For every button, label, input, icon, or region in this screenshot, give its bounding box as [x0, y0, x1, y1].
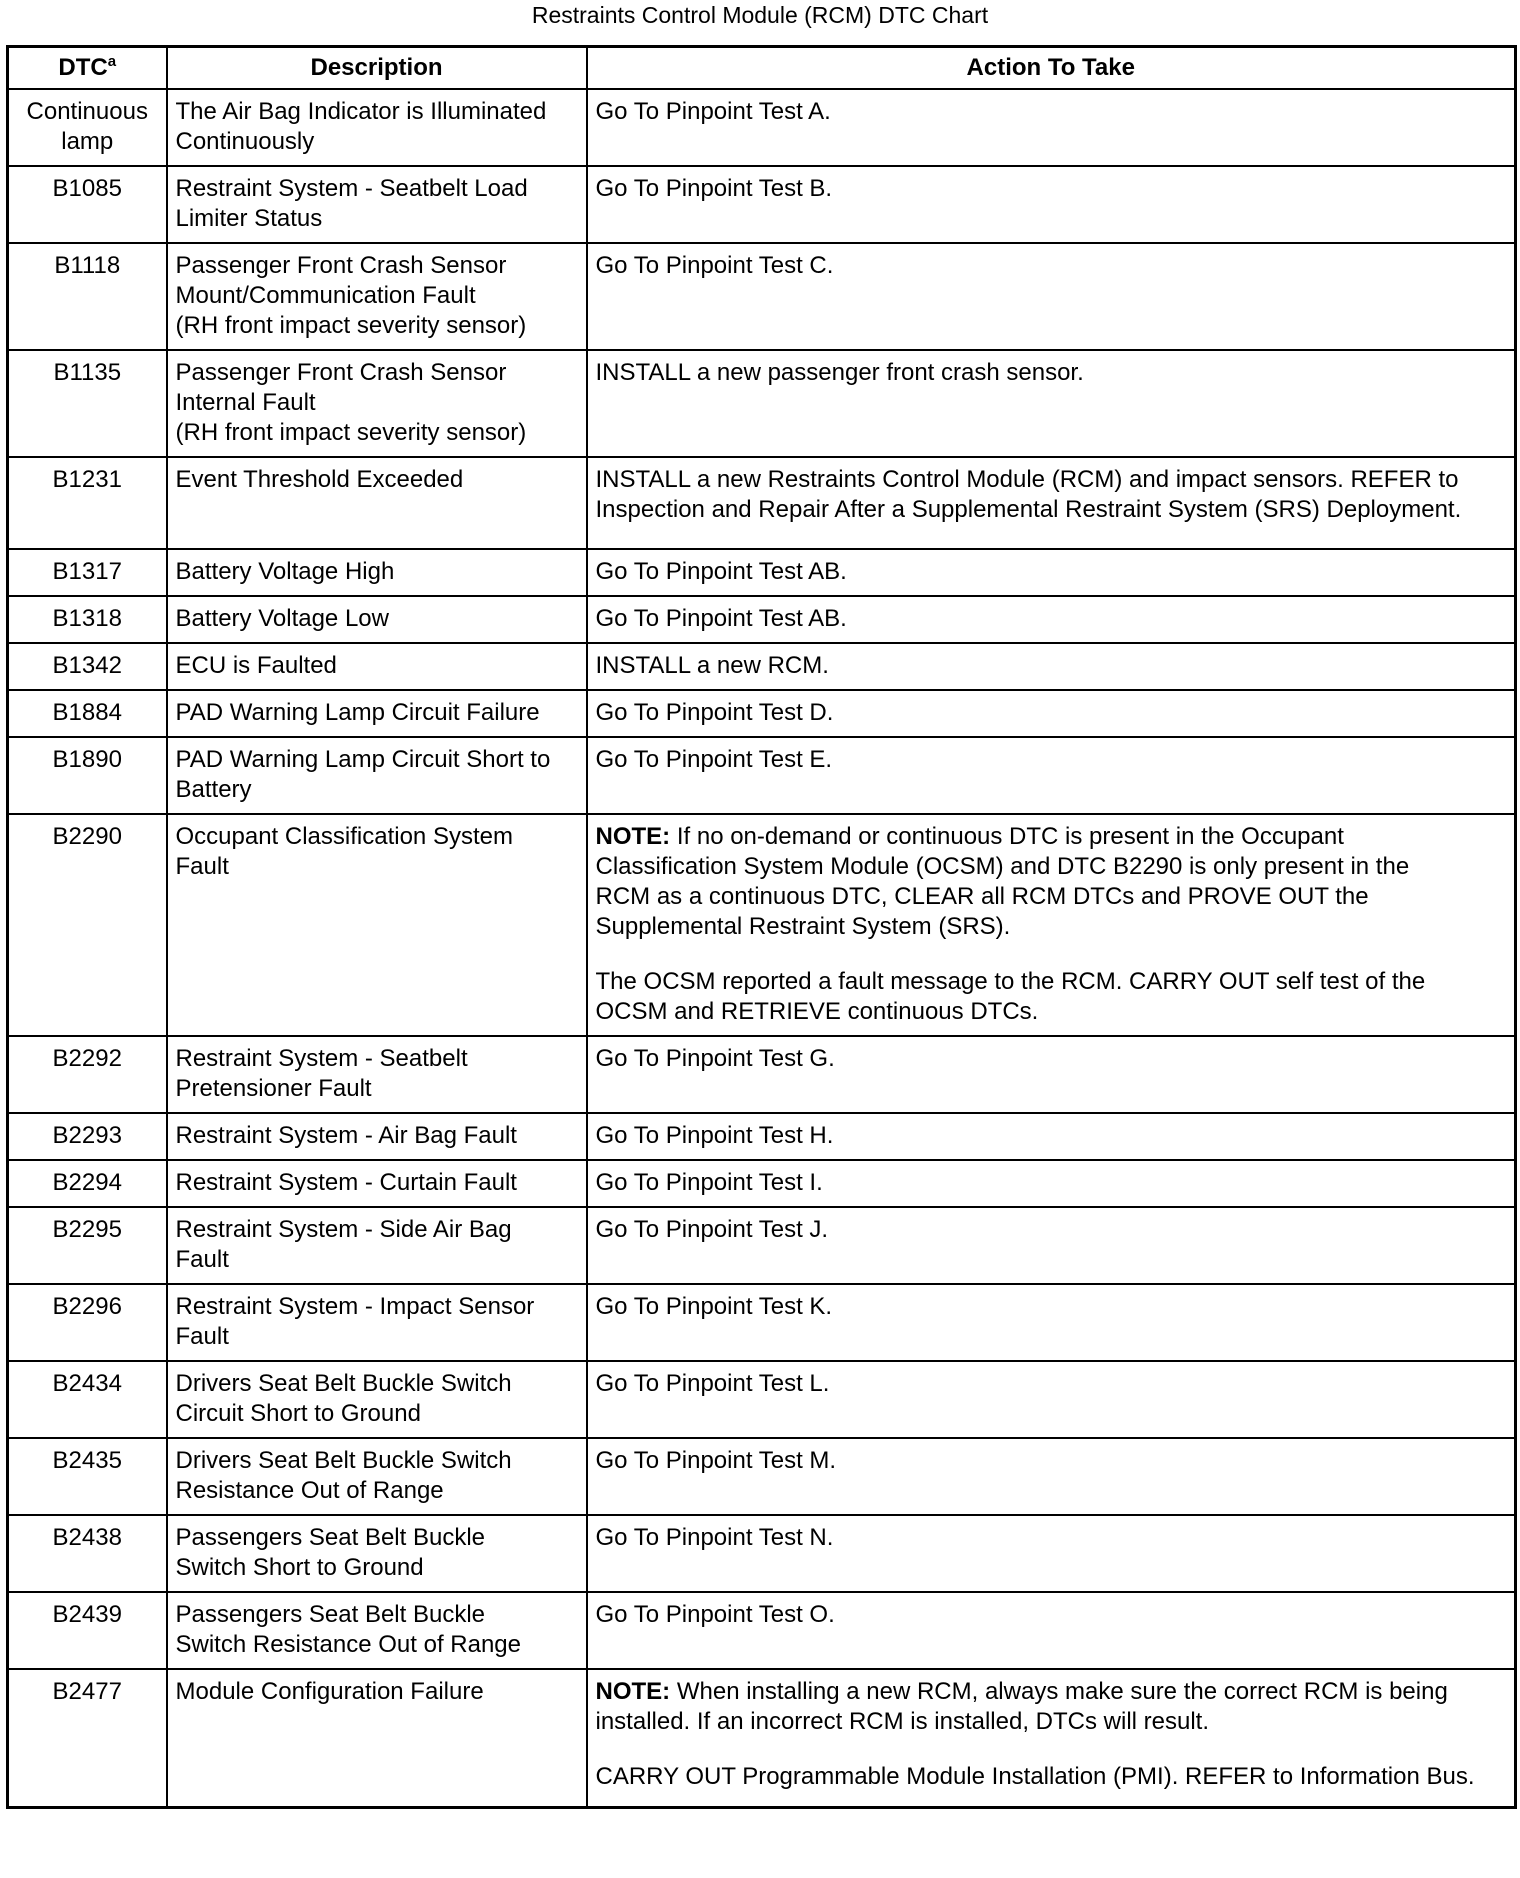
action-line: Inspection and Repair After a Supplemental Restraint System (SRS) Deployment.: [595, 496, 1462, 523]
table-row: [8, 1438, 1516, 1515]
note-text: Classification System Module (OCSM) and DTC B2290 is only present in the: [595, 853, 1410, 880]
description-cell: [167, 814, 587, 1036]
note-text: installed. If an incorrect RCM is installed, DTCs will result.: [595, 1708, 1210, 1735]
dtc-code-cell: [8, 166, 167, 243]
description-cell: [167, 1113, 587, 1160]
dtc-code-cell: [8, 1669, 167, 1808]
action-paragraph: [596, 1762, 1507, 1792]
table-row: [8, 690, 1516, 737]
action-cell: [587, 1515, 1516, 1592]
description-cell-line: Restraint System - Seatbelt Load: [175, 175, 528, 202]
dtc-code-cell-line: B1884: [52, 699, 122, 726]
note-text: RCM as a continuous DTC, CLEAR all RCM DTCs and PROVE OUT the: [595, 883, 1369, 910]
action-cell: [587, 549, 1516, 596]
action-cell: [587, 643, 1516, 690]
dtc-code-cell: [8, 737, 167, 814]
description-cell-line: Continuously: [175, 128, 315, 155]
description-cell-line: Mount/Communication Fault: [175, 282, 476, 309]
description-cell-line: Passenger Front Crash Sensor: [175, 252, 507, 279]
action-column-header: Action To Take: [587, 47, 1516, 90]
dtc-code-cell-line: B2295: [52, 1216, 122, 1243]
dtc-chart-table: [6, 45, 1517, 1809]
description-cell-line: ECU is Faulted: [175, 652, 337, 679]
dtc-code-cell: [8, 89, 167, 166]
dtc-code-cell-line: B1085: [52, 175, 122, 202]
description-cell-line: Limiter Status: [175, 205, 323, 232]
description-cell-line: PAD Warning Lamp Circuit Failure: [175, 699, 540, 726]
description-column-header: Description: [167, 47, 587, 90]
action-line: Go To Pinpoint Test H.: [595, 1122, 834, 1149]
description-cell: [167, 457, 587, 549]
dtc-code-cell: [8, 1160, 167, 1207]
action-cell: [587, 1669, 1516, 1808]
description-cell: [167, 596, 587, 643]
description-cell-line: Restraint System - Curtain Fault: [175, 1169, 517, 1196]
dtc-code-cell: [8, 814, 167, 1036]
action-line: Go To Pinpoint Test K.: [595, 1293, 833, 1320]
dtc-code-cell: [8, 350, 167, 457]
action-line: Go To Pinpoint Test J.: [595, 1216, 829, 1243]
action-cell: [587, 690, 1516, 737]
note-line: [596, 1707, 1507, 1737]
dtc-code-cell-line: B1317: [52, 558, 122, 585]
dtc-code-cell-line: B2477: [52, 1678, 122, 1705]
dtc-column-header: DTC$^a$: [8, 47, 167, 90]
action-line: Go To Pinpoint Test AB.: [595, 558, 847, 585]
action-cell: [587, 1036, 1516, 1113]
description-cell: [167, 243, 587, 350]
table-row: [8, 596, 1516, 643]
dtc-code-cell-line: B1318: [52, 605, 122, 632]
action-line: Go To Pinpoint Test O.: [595, 1601, 835, 1628]
dtc-code-cell-line: B2435: [52, 1447, 122, 1474]
footnote-marker: a: [107, 53, 117, 70]
dtc-code-cell: [8, 1515, 167, 1592]
table-row: [8, 243, 1516, 350]
dtc-code-cell-line: B2290: [52, 823, 122, 850]
table-row: [8, 1160, 1516, 1207]
dtc-code-cell: [8, 549, 167, 596]
note-line: [596, 1677, 1507, 1707]
description-cell-line: PAD Warning Lamp Circuit Short to: [175, 746, 551, 773]
table-row: [8, 1361, 1516, 1438]
description-cell: [167, 1284, 587, 1361]
description-cell: [167, 549, 587, 596]
description-cell-line: Switch Short to Ground: [175, 1554, 424, 1581]
header-row: [8, 47, 1516, 90]
table-row: [8, 1515, 1516, 1592]
dtc-code-cell-line: B2439: [52, 1601, 122, 1628]
description-cell: [167, 1160, 587, 1207]
dtc-code-cell-line: B2296: [52, 1293, 122, 1320]
table-row: [8, 1113, 1516, 1160]
action-line: Go To Pinpoint Test AB.: [595, 605, 847, 632]
description-cell: [167, 166, 587, 243]
note-line: [596, 912, 1507, 942]
description-cell: [167, 1361, 587, 1438]
action-line: Go To Pinpoint Test E.: [595, 746, 833, 773]
action-line: CARRY OUT Programmable Module Installation (PMI). REFER to Information Bus.: [595, 1763, 1475, 1790]
action-line: Go To Pinpoint Test I.: [595, 1169, 823, 1196]
page-title: Restraints Control Module (RCM) DTC Chart: [531, 2, 989, 28]
action-line: The OCSM reported a fault message to the RCM. CARRY OUT self test of the: [595, 968, 1426, 995]
action-cell: [587, 1113, 1516, 1160]
description-cell-line: Passengers Seat Belt Buckle: [175, 1524, 486, 1551]
description-cell-line: Battery Voltage High: [175, 558, 395, 585]
description-cell-line: (RH front impact severity sensor): [175, 312, 527, 339]
dtc-code-cell: [8, 1438, 167, 1515]
note-label: NOTE:: [595, 1678, 671, 1705]
description-cell-line: Drivers Seat Belt Buckle Switch: [175, 1370, 512, 1397]
dtc-code-cell-line: B1135: [53, 359, 122, 386]
dtc-code-cell: [8, 243, 167, 350]
description-cell-line: Passengers Seat Belt Buckle: [175, 1601, 486, 1628]
dtc-code-cell-line: B2434: [52, 1370, 122, 1397]
action-cell: [587, 89, 1516, 166]
dtc-code-cell-line: B2438: [52, 1524, 122, 1551]
action-cell: [587, 1438, 1516, 1515]
action-cell: [587, 814, 1516, 1036]
description-cell-line: Fault: [175, 1323, 229, 1350]
table-row: [8, 457, 1516, 549]
description-cell: [167, 1515, 587, 1592]
description-cell: [167, 1207, 587, 1284]
description-cell-line: Drivers Seat Belt Buckle Switch: [175, 1447, 512, 1474]
dtc-code-cell-line: B2292: [52, 1045, 122, 1072]
note-label: NOTE:: [595, 823, 671, 850]
action-cell: [587, 350, 1516, 457]
note-line: [596, 822, 1507, 852]
table-row: [8, 89, 1516, 166]
dtc-code-cell: [8, 690, 167, 737]
description-cell: [167, 1036, 587, 1113]
description-cell-line: Internal Fault: [175, 389, 316, 416]
dtc-code-cell-line: lamp: [61, 128, 114, 155]
table-row: [8, 350, 1516, 457]
description-cell-line: Restraint System - Air Bag Fault: [175, 1122, 517, 1149]
dtc-code-cell-line: B1342: [52, 652, 122, 679]
action-line: OCSM and RETRIEVE continuous DTCs.: [595, 998, 1039, 1025]
table-row: [8, 1207, 1516, 1284]
description-cell: [167, 89, 587, 166]
description-cell-line: Fault: [175, 1246, 229, 1273]
action-cell: [587, 1284, 1516, 1361]
action-line: Go To Pinpoint Test N.: [595, 1524, 834, 1551]
description-cell-line: Resistance Out of Range: [175, 1477, 444, 1504]
description-cell-line: Restraint System - Seatbelt: [175, 1045, 468, 1072]
description-cell: [167, 350, 587, 457]
note-line: [596, 882, 1507, 912]
action-line: INSTALL a new Restraints Control Module (RCM) and impact sensors. REFER to: [595, 466, 1459, 493]
note-text: Supplemental Restraint System (SRS).: [595, 913, 1011, 940]
action-line: Go To Pinpoint Test D.: [595, 699, 834, 726]
description-cell-line: Circuit Short to Ground: [175, 1400, 421, 1427]
dtc-code-cell-line: B2294: [52, 1169, 122, 1196]
dtc-code-cell: [8, 1113, 167, 1160]
table-row: [8, 1669, 1516, 1808]
dtc-code-cell: [8, 1592, 167, 1669]
description-cell-line: Pretensioner Fault: [175, 1075, 372, 1102]
table-row: [8, 1036, 1516, 1113]
dtc-code-cell-line: B2293: [52, 1122, 122, 1149]
action-cell: [587, 596, 1516, 643]
dtc-code-cell: [8, 596, 167, 643]
dtc-code-cell: [8, 1361, 167, 1438]
note-text: If no on-demand or continuous DTC is present in the Occupant: [670, 823, 1344, 850]
dtc-code-cell: [8, 457, 167, 549]
description-cell: [167, 1669, 587, 1808]
action-line: Go To Pinpoint Test M.: [595, 1447, 837, 1474]
action-cell: [587, 737, 1516, 814]
description-cell-line: Event Threshold Exceeded: [175, 466, 464, 493]
table-row: [8, 814, 1516, 1036]
action-cell: [587, 457, 1516, 549]
description-cell: [167, 1592, 587, 1669]
description-cell-line: Module Configuration Failure: [175, 1678, 484, 1705]
description-cell-line: (RH front impact severity sensor): [175, 419, 527, 446]
description-cell: [167, 1438, 587, 1515]
action-cell: [587, 166, 1516, 243]
description-cell: [167, 690, 587, 737]
table-row: [8, 166, 1516, 243]
action-cell: [587, 243, 1516, 350]
note-block: [596, 822, 1507, 942]
action-line: Go To Pinpoint Test A.: [595, 98, 831, 125]
table-row: [8, 643, 1516, 690]
dtc-code-cell-line: B1231: [52, 466, 122, 493]
dtc-code-cell: [8, 1207, 167, 1284]
action-paragraph: [596, 967, 1507, 1027]
description-cell: [167, 737, 587, 814]
action-cell: [587, 1361, 1516, 1438]
action-cell: [587, 1592, 1516, 1669]
action-line: Go To Pinpoint Test L.: [595, 1370, 830, 1397]
dtc-code-cell-line: B1118: [54, 252, 121, 279]
description-cell-line: Restraint System - Side Air Bag: [175, 1216, 512, 1243]
description-cell-line: Occupant Classification System: [175, 823, 513, 850]
dtc-code-cell-line: B1890: [52, 746, 122, 773]
action-cell: [587, 1160, 1516, 1207]
note-text: When installing a new RCM, always make sure the correct RCM is being: [670, 1678, 1448, 1705]
description-cell-line: Fault: [175, 853, 229, 880]
description-cell-line: Passenger Front Crash Sensor: [175, 359, 507, 386]
description-cell: [167, 643, 587, 690]
table-row: [8, 1284, 1516, 1361]
dtc-code-cell: [8, 1284, 167, 1361]
action-cell: [587, 1207, 1516, 1284]
dtc-code-cell: [8, 1036, 167, 1113]
action-line: Go To Pinpoint Test B.: [595, 175, 833, 202]
description-cell-line: The Air Bag Indicator is Illuminated: [175, 98, 547, 125]
note-line: [596, 852, 1507, 882]
table-row: [8, 549, 1516, 596]
dtc-code-cell: [8, 643, 167, 690]
action-line: INSTALL a new passenger front crash sensor.: [595, 359, 1084, 386]
note-block: [596, 1677, 1507, 1737]
description-cell-line: Battery: [175, 776, 252, 803]
action-line: Go To Pinpoint Test G.: [595, 1045, 835, 1072]
description-cell-line: Restraint System - Impact Sensor: [175, 1293, 535, 1320]
action-line: INSTALL a new RCM.: [595, 652, 829, 679]
description-cell-line: Battery Voltage Low: [175, 605, 389, 632]
table-row: [8, 737, 1516, 814]
description-cell-line: Switch Resistance Out of Range: [175, 1631, 522, 1658]
table-row: [8, 1592, 1516, 1669]
dtc-code-cell-line: Continuous: [26, 98, 148, 125]
action-line: Go To Pinpoint Test C.: [595, 252, 834, 279]
